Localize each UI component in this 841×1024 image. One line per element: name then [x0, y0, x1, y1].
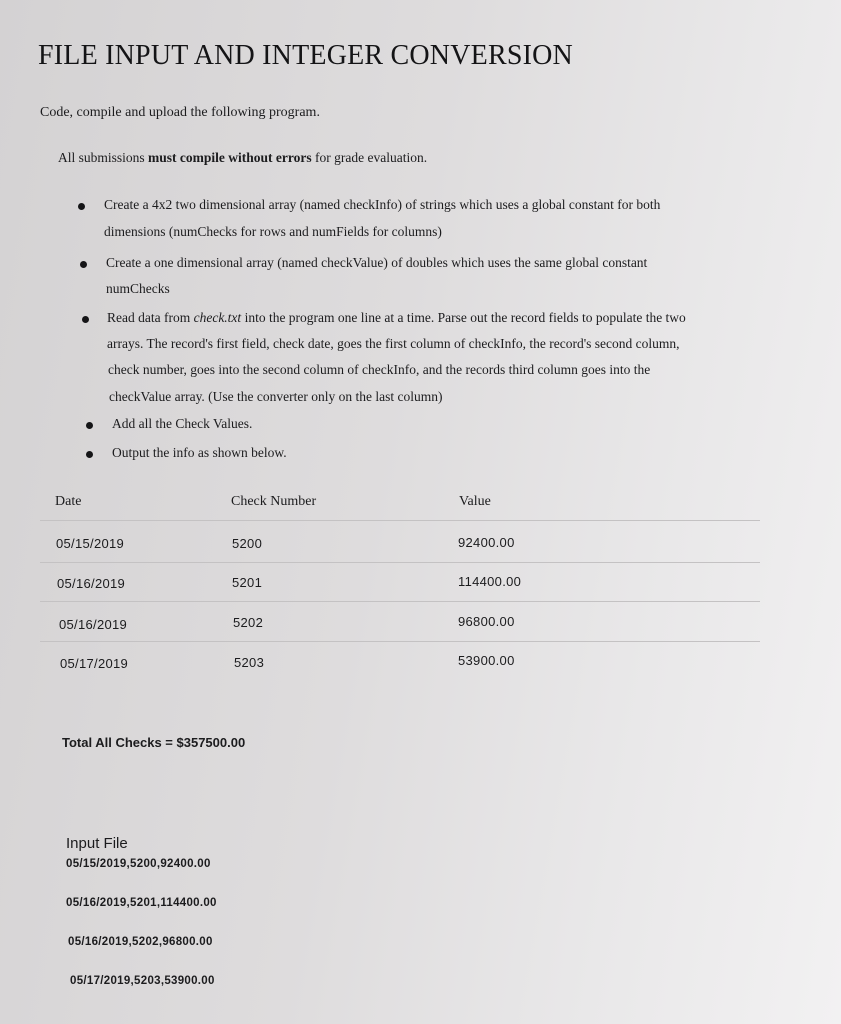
input-file-line: 05/17/2019,5203,53900.00 — [70, 975, 215, 987]
bullet-line: Output the info as shown below. — [112, 445, 287, 460]
divider — [40, 520, 760, 521]
page-title: FILE INPUT AND INTEGER CONVERSION — [38, 40, 573, 71]
input-file-line: 05/16/2019,5202,96800.00 — [68, 936, 213, 948]
cell-value: 53900.00 — [458, 653, 515, 668]
requirement-suffix: for grade evaluation. — [311, 150, 428, 165]
cell-check-number: 5202 — [233, 615, 264, 630]
input-file-line: 05/15/2019,5200,92400.00 — [66, 858, 211, 870]
bullet-line: Create a one dimensional array (named checkValue) of doubles which uses the same global constant — [106, 255, 648, 270]
bullet-line: dimensions (numChecks for rows and numFields for columns) — [104, 224, 442, 239]
column-header-date: Date — [55, 494, 82, 509]
bullet-dot — [78, 203, 85, 210]
cell-check-number: 5200 — [232, 536, 263, 551]
bullet-line: Create a 4x2 two dimensional array (named checkInfo) of strings which uses a global constant for both — [104, 197, 661, 212]
input-file-line: 05/16/2019,5201,114400.00 — [66, 897, 217, 909]
requirement-bold: must compile without errors — [148, 150, 312, 165]
cell-value: 114400.00 — [458, 574, 522, 589]
bullet-line: numChecks — [106, 281, 170, 296]
cell-date: 05/17/2019 — [60, 656, 129, 671]
column-header-value: Value — [459, 494, 491, 509]
requirement-prefix: All submissions — [58, 150, 149, 165]
bullet-text: Read data from — [107, 310, 194, 325]
bullet-dot — [86, 451, 93, 458]
divider — [40, 601, 760, 602]
column-header-check-number: Check Number — [231, 494, 317, 509]
requirement-text — [58, 150, 427, 166]
filename-text: check.txt — [193, 310, 242, 325]
cell-date: 05/15/2019 — [56, 536, 125, 551]
total-checks: Total All Checks = $357500.00 — [62, 735, 246, 750]
intro-text: Code, compile and upload the following program. — [40, 105, 320, 120]
bullet-line — [107, 310, 686, 326]
bullet-dot — [86, 422, 93, 429]
bullet-dot — [80, 261, 87, 268]
bullet-line: arrays. The record's first field, check date, goes the first column of checkInfo, the record's second column, — [107, 336, 680, 351]
bullet-text: into the program one line at a time. Parse out the record fields to populate the two — [241, 310, 686, 325]
cell-check-number: 5201 — [232, 575, 263, 590]
bullet-line: check number, goes into the second column of checkInfo, and the records third column goes into the — [108, 362, 651, 377]
bullet-line: Add all the Check Values. — [112, 416, 253, 431]
bullet-line: checkValue array. (Use the converter only on the last column) — [109, 389, 443, 404]
bullet-dot — [82, 316, 89, 323]
cell-date: 05/16/2019 — [59, 617, 128, 632]
cell-value: 92400.00 — [458, 535, 515, 550]
divider — [40, 641, 760, 642]
input-file-heading: Input File — [66, 835, 128, 852]
cell-date: 05/16/2019 — [57, 576, 126, 591]
cell-check-number: 5203 — [234, 655, 265, 670]
divider — [40, 562, 760, 563]
cell-value: 96800.00 — [458, 614, 515, 629]
